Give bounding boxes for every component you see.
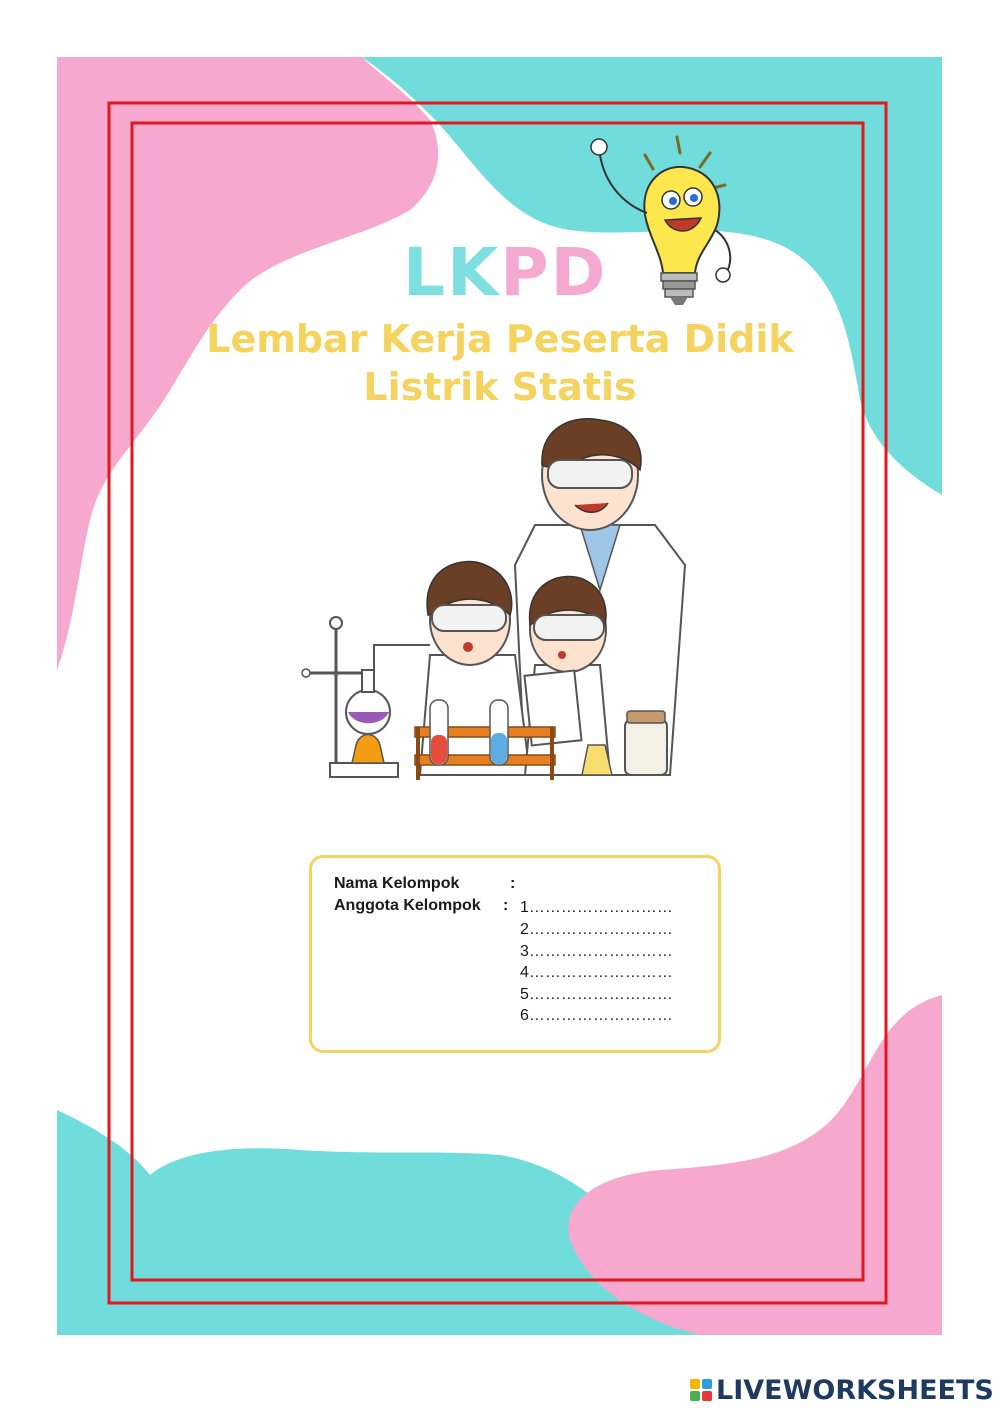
subtitle-line-1: Lembar Kerja Peserta Didik bbox=[206, 317, 794, 361]
subtitle-line-2: Listrik Statis bbox=[363, 365, 637, 409]
member-line-3[interactable]: 3……………………… bbox=[520, 943, 673, 960]
title-letter: K bbox=[447, 234, 501, 311]
lightbulb-mascot-icon bbox=[585, 125, 735, 315]
liveworksheets-logo-icon bbox=[690, 1379, 712, 1401]
member-line-2[interactable]: 2……………………… bbox=[520, 921, 673, 938]
member-line-4[interactable]: 4……………………… bbox=[520, 964, 673, 981]
group-name-label: Nama Kelompok bbox=[334, 875, 460, 892]
member-line-1[interactable]: 1……………………… bbox=[520, 899, 673, 916]
title-letter: P bbox=[500, 234, 551, 311]
brand-name: LIVEWORKSHEETS bbox=[716, 1374, 994, 1406]
group-name-colon: : bbox=[510, 875, 516, 892]
title-letter: L bbox=[403, 234, 448, 311]
members-label: Anggota Kelompok bbox=[334, 897, 481, 914]
title-letter: D bbox=[550, 234, 608, 311]
members-colon: : bbox=[503, 897, 509, 914]
member-line-5[interactable]: 5……………………… bbox=[520, 986, 673, 1003]
scientists-lab-illustration bbox=[300, 415, 700, 785]
member-line-6[interactable]: 6……………………… bbox=[520, 1007, 673, 1024]
liveworksheets-brand bbox=[690, 1375, 994, 1405]
title-lkpd bbox=[403, 234, 608, 311]
